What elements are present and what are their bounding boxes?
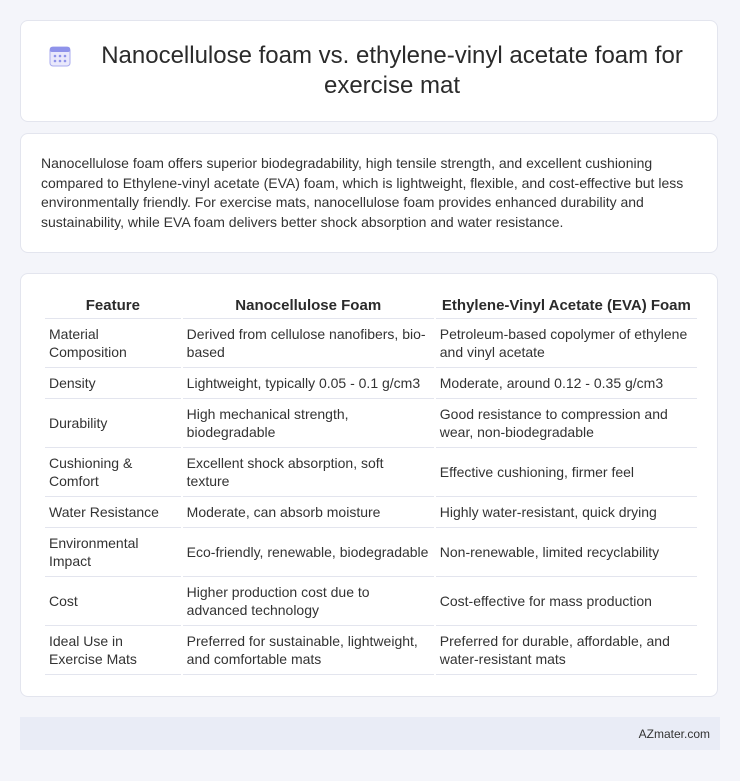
table-row bbox=[45, 319, 697, 368]
title-wrap bbox=[49, 41, 689, 101]
nanocellulose-cell: Preferred for sustainable, lightweight, and comfortable mats bbox=[183, 626, 434, 675]
eva-cell: Moderate, around 0.12 - 0.35 g/cm3 bbox=[436, 368, 697, 399]
comparison-table bbox=[43, 294, 699, 675]
calendar-grid-icon bbox=[49, 45, 71, 67]
feature-cell: Durability bbox=[45, 399, 181, 448]
eva-cell: Effective cushioning, firmer feel bbox=[436, 448, 697, 497]
page-title: Nanocellulose foam vs. ethylene-vinyl acetate foam for exercise mat bbox=[101, 42, 683, 99]
eva-cell: Cost-effective for mass production bbox=[436, 577, 697, 626]
table-row bbox=[45, 399, 697, 448]
table-row bbox=[45, 448, 697, 497]
table-row bbox=[45, 528, 697, 577]
footer-brand: AZmater.com bbox=[638, 726, 710, 741]
feature-cell: Material Composition bbox=[45, 319, 181, 368]
feature-cell: Ideal Use in Exercise Mats bbox=[45, 626, 181, 675]
nanocellulose-cell: Excellent shock absorption, soft texture bbox=[183, 448, 434, 497]
eva-cell: Good resistance to compression and wear, non-biodegradable bbox=[436, 399, 697, 448]
table-row bbox=[45, 497, 697, 528]
table-row bbox=[45, 577, 697, 626]
feature-cell: Density bbox=[45, 368, 181, 399]
eva-cell: Non-renewable, limited recyclability bbox=[436, 528, 697, 577]
title-card bbox=[20, 20, 718, 122]
nanocellulose-cell: Lightweight, typically 0.05 - 0.1 g/cm3 bbox=[183, 368, 434, 399]
summary-card bbox=[20, 133, 718, 253]
summary-text: Nanocellulose foam offers superior biodegradability, high tensile strength, and excellent cushioning compared to Ethylene-vinyl acetate (EVA) foam, which is lightweight, flexible, and cost-effective but less environmentally friendly. For exercise mats, nanocellulose foam provides enhanced durability and sustainability, while EVA foam delivers better shock absorption and water resistance. bbox=[41, 155, 684, 230]
nanocellulose-cell: Higher production cost due to advanced technology bbox=[183, 577, 434, 626]
table-header-row bbox=[45, 294, 697, 319]
footer-bar bbox=[20, 717, 720, 750]
eva-cell: Preferred for durable, affordable, and water-resistant mats bbox=[436, 626, 697, 675]
nanocellulose-cell: Derived from cellulose nanofibers, bio-based bbox=[183, 319, 434, 368]
nanocellulose-cell: High mechanical strength, biodegradable bbox=[183, 399, 434, 448]
eva-cell: Highly water-resistant, quick drying bbox=[436, 497, 697, 528]
table-row bbox=[45, 626, 697, 675]
feature-cell: Water Resistance bbox=[45, 497, 181, 528]
nanocellulose-cell: Moderate, can absorb moisture bbox=[183, 497, 434, 528]
table-card bbox=[20, 273, 718, 697]
header-feature: Feature bbox=[45, 294, 181, 319]
feature-cell: Cushioning & Comfort bbox=[45, 448, 181, 497]
header-eva: Ethylene-Vinyl Acetate (EVA) Foam bbox=[436, 294, 697, 319]
feature-cell: Environmental Impact bbox=[45, 528, 181, 577]
eva-cell: Petroleum-based copolymer of ethylene and vinyl acetate bbox=[436, 319, 697, 368]
nanocellulose-cell: Eco-friendly, renewable, biodegradable bbox=[183, 528, 434, 577]
header-nanocellulose: Nanocellulose Foam bbox=[183, 294, 434, 319]
feature-cell: Cost bbox=[45, 577, 181, 626]
table-row bbox=[45, 368, 697, 399]
